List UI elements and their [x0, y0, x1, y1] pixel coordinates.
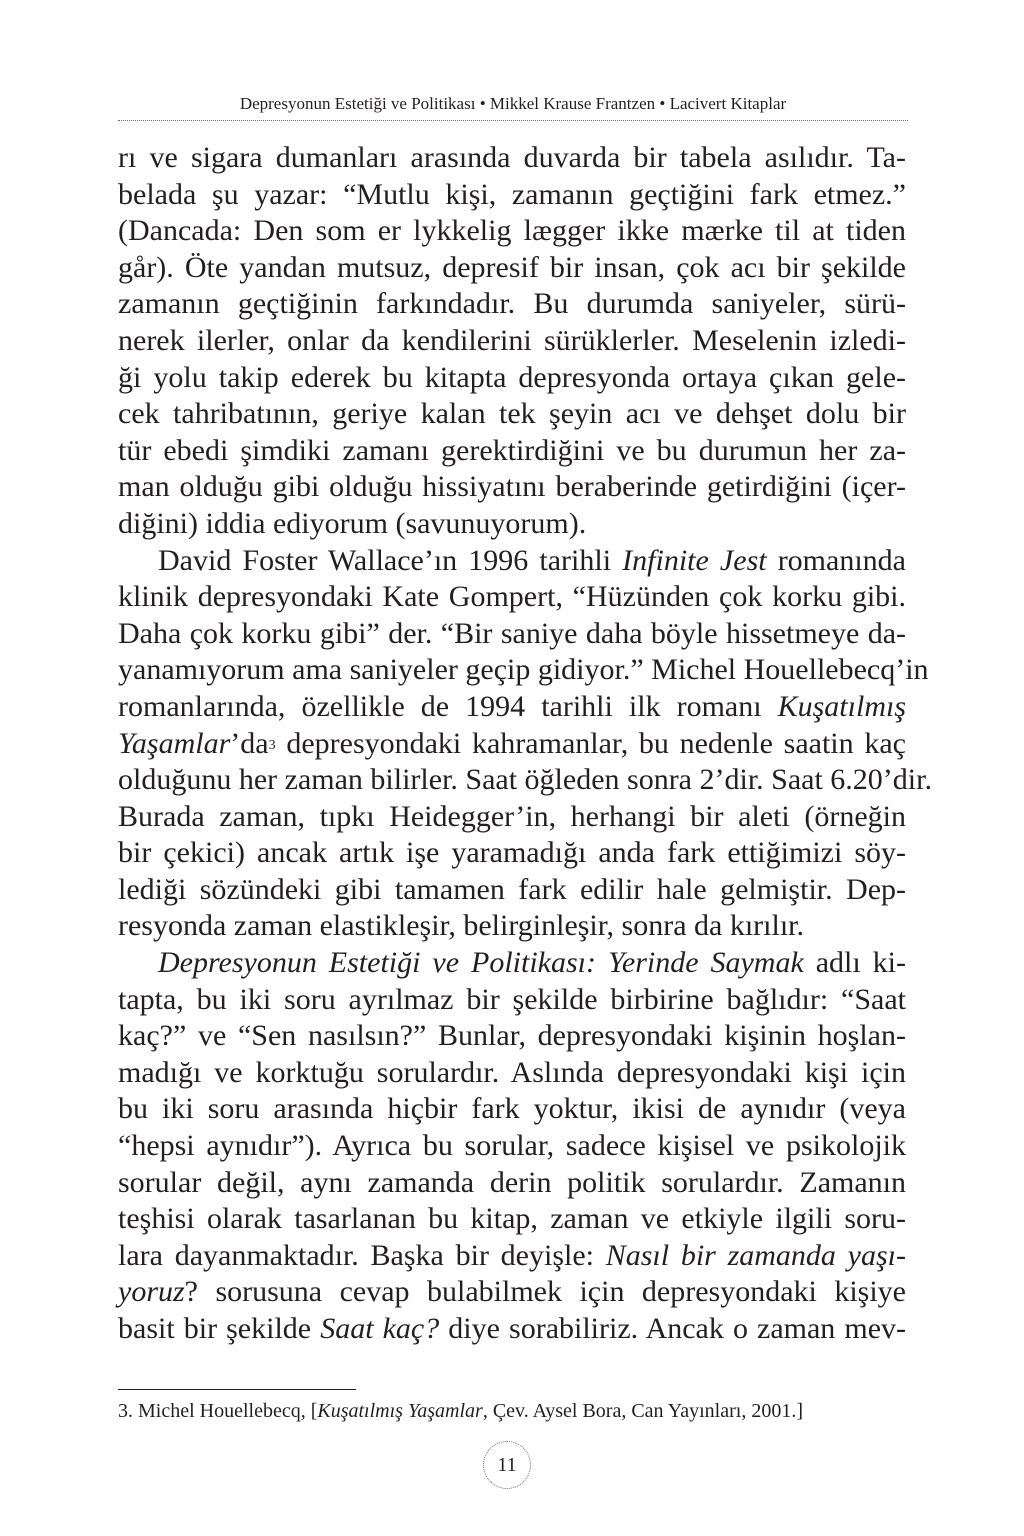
text-run: lara dayanmaktadır. Başka bir deyişle: [118, 1238, 606, 1272]
text-line: bir çekici) ancak artık işe yaramadığı anda fark ettiğimizi söy- [118, 836, 906, 870]
book-title-depresyonun: Depresyonun Estetiği ve Politikası: Yerinde Saymak [158, 946, 804, 980]
text-run: romanlarında, özellikle de 1994 tarihli ilk romanı [118, 689, 778, 723]
text-line: tür ebedi şimdiki zamanı gerektirdiğini ve bu durumun her za- [118, 433, 906, 467]
text-run: adlı ki- [803, 946, 907, 980]
text-line: kaç?” ve “Sen nasılsın?” Bunlar, depresyondaki kişinin hoşlan- [118, 1019, 906, 1053]
text-line [118, 726, 906, 763]
text-line: rı ve sigara dumanları arasında duvarda bir tabela asılıdır. Ta- [118, 141, 906, 174]
text-line: lediği sözündeki gibi tamamen fark edilir hale gelmiştir. Dep- [118, 872, 906, 906]
text-line: (Dancada: Den som er lykkelig lægger ikke mærke til at tiden [118, 214, 906, 248]
text-line: nerek ilerler, onlar da kendilerini sürüklerler. Meselenin izledi- [118, 323, 906, 357]
header-dotted-rule [118, 120, 908, 121]
text-line: ği yolu takip ederek bu kitapta depresyonda ortaya çıkan gele- [118, 360, 906, 394]
text-line: Daha çok korku gibi” der. “Bir saniye daha böyle hissetmeye da- [118, 616, 906, 650]
text-line: zamanın geçtiğinin farkındadır. Bu durumda saniyeler, sürü- [118, 287, 906, 321]
text-line [118, 1238, 906, 1275]
footnote-book-title: Kuşatılmış Yaşamlar [317, 1400, 483, 1422]
body-text [118, 140, 932, 1348]
running-head: Depresyonun Estetiği ve Politikası • Mikkel Krause Frantzen • Lacivert Kitaplar [239, 94, 787, 113]
text-line: olduğunu her zaman bilirler. Saat öğleden sonra 2’dir. Saat 6.20’dir. [118, 763, 932, 797]
text-line: klinik depresyondaki Kate Gompert, “Hüzünden çok korku gibi. [118, 580, 906, 614]
text-line: cek tahribatının, geriye kalan tek şeyin acı ve dehşet dolu bir [118, 397, 906, 431]
paragraph-3 [118, 945, 906, 1348]
book-title-kusatilmis: Kuşatılmış [777, 689, 906, 723]
text-line: går). Öte yandan mutsuz, depresif bir insan, çok acı bir şekilde [118, 250, 906, 284]
text-line: “hepsi aynıdır”). Ayrıca bu sorular, sadece kişisel ve psikolojik [118, 1129, 906, 1163]
book-title-infinite-jest: Infinite Jest [622, 543, 767, 577]
italic-question: Saat kaç? [320, 1312, 440, 1345]
text-line: yanamıyorum ama saniyeler geçip gidiyor.” Michel Houellebecq’in [118, 653, 929, 687]
text-line: resyonda zaman elastikleşir, belirginleşir, sonra da kırılır. [118, 909, 805, 943]
text-run: depresyondaki kahramanlar, bu nedenle saatin kaç [275, 726, 906, 760]
footnote-text: 3. Michel Houellebecq, [ [118, 1400, 318, 1422]
text-line: bu iki soru arasında hiçbir fark yoktur, ikisi de aynıdır (veya [118, 1092, 906, 1126]
text-line: belada şu yazar: “Mutlu kişi, zamanın geçtiğini fark etmez.” [118, 177, 906, 211]
text-line: tapta, bu iki soru ayrılmaz bir şekilde birbirine bağlıdır: “Saat [118, 982, 906, 1016]
paragraph-1 [118, 140, 906, 543]
text-line: man olduğu gibi olduğu hissiyatını beraberinde getirdiğini (içer- [118, 470, 906, 504]
text-run: diye sorabiliriz. Ancak o zaman mev- [439, 1312, 907, 1345]
italic-question: Nasıl bir zamanda yaşı- [605, 1238, 906, 1272]
text-run: ? sorusuna cevap bulabilmek için depresyondaki kişiye [184, 1275, 906, 1309]
footnote-text: , Çev. Aysel Bora, Can Yayınları, 2001.] [482, 1400, 803, 1422]
text-line [118, 1311, 906, 1348]
text-line [118, 543, 906, 580]
text-line: madığı ve korktuğu sorulardır. Aslında depresyondaki kişi için [118, 1055, 906, 1089]
footnote-rule [118, 1389, 356, 1390]
page-number: 11 [483, 1441, 531, 1489]
text-run: basit bir şekilde [118, 1312, 321, 1345]
paragraph-2 [118, 543, 932, 946]
text-line [118, 689, 906, 726]
text-run: romanında [766, 543, 906, 577]
text-line: sorular değil, aynı zamanda derin politik sorulardır. Zamanın [118, 1165, 906, 1199]
book-title-yasamlar: Yaşamlar [118, 726, 231, 760]
text-line: diğini) iddia ediyorum (savunuyorum). [118, 506, 587, 540]
text-line [118, 945, 906, 982]
italic-question: yoruz [118, 1275, 185, 1309]
footnote-reference[interactable]: 3 [268, 737, 276, 753]
text-run: David Foster Wallace’ın 1996 tarihli [158, 543, 623, 577]
text-line [118, 1274, 906, 1311]
text-line: teşhisi olarak tasarlanan bu kitap, zaman ve etkiyle ilgili soru- [118, 1202, 906, 1236]
footnote [118, 1398, 908, 1424]
text-line: Burada zaman, tıpkı Heidegger’in, herhangi bir aleti (örneğin [118, 799, 906, 833]
text-run: ’da [230, 726, 269, 760]
